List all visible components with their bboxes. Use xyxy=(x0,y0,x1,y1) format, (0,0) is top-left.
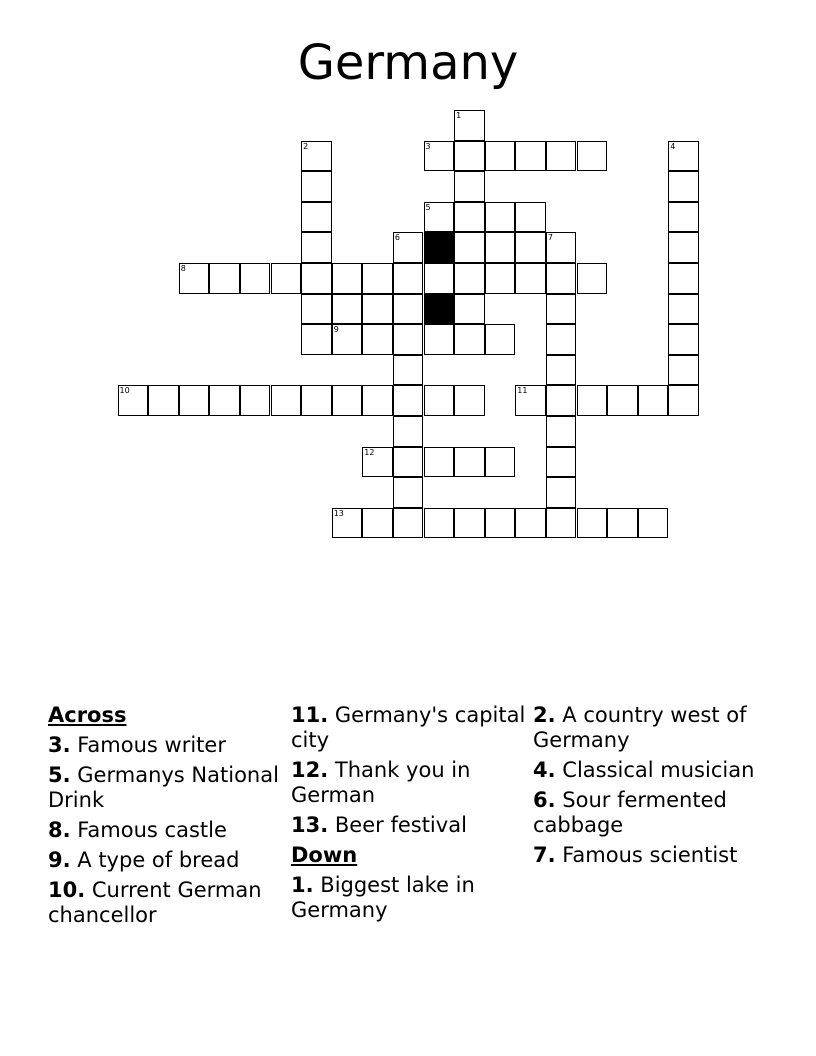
grid-cell[interactable] xyxy=(668,355,699,386)
grid-cell[interactable] xyxy=(577,141,608,172)
grid-cell[interactable] xyxy=(485,508,516,539)
grid-cell[interactable] xyxy=(148,385,179,416)
grid-cell[interactable] xyxy=(546,447,577,478)
clue-number: 9 xyxy=(333,325,339,335)
grid-cell[interactable] xyxy=(546,232,577,263)
grid-cell[interactable] xyxy=(362,508,393,539)
page-title: Germany xyxy=(297,35,519,91)
grid-cell[interactable] xyxy=(209,263,240,294)
clue-down-7: 7. Famous scientist xyxy=(533,843,738,867)
grid-cell[interactable] xyxy=(209,385,240,416)
grid-cell[interactable] xyxy=(668,385,699,416)
grid-cell[interactable] xyxy=(668,202,699,233)
grid-cell[interactable] xyxy=(546,324,577,355)
grid-cell[interactable] xyxy=(179,385,210,416)
grid-cell[interactable] xyxy=(424,385,455,416)
clue-number: 10 xyxy=(119,386,130,396)
grid-cell[interactable] xyxy=(424,263,455,294)
grid-cell[interactable] xyxy=(668,294,699,325)
clue-number: 2 xyxy=(303,141,309,151)
across-heading: Across xyxy=(48,703,127,727)
grid-cell[interactable] xyxy=(485,141,516,172)
grid-cell[interactable] xyxy=(393,508,424,539)
clue-across-9: 9. A type of bread xyxy=(48,848,240,872)
clue-number: 1 xyxy=(456,111,462,120)
grid-cell[interactable] xyxy=(668,141,699,172)
grid-cell[interactable] xyxy=(454,324,485,355)
grid-cell[interactable] xyxy=(515,508,546,539)
grid-cell[interactable] xyxy=(118,385,149,416)
grid-cell[interactable] xyxy=(454,232,485,263)
grid-cell[interactable] xyxy=(301,232,332,263)
grid-cell[interactable] xyxy=(424,447,455,478)
grid-cell[interactable] xyxy=(454,385,485,416)
grid-cell[interactable] xyxy=(362,324,393,355)
grid-cell[interactable] xyxy=(546,385,577,416)
grid-cell[interactable] xyxy=(393,294,424,325)
clue-number: 6 xyxy=(394,233,400,243)
grid-cell[interactable] xyxy=(577,385,608,416)
grid-cell[interactable] xyxy=(424,141,455,172)
grid-cell[interactable] xyxy=(393,385,424,416)
grid-cell[interactable] xyxy=(301,141,332,172)
clue-column-1 xyxy=(48,703,288,933)
clue-number: 7 xyxy=(547,233,553,243)
grid-cell[interactable] xyxy=(454,447,485,478)
clue-number: 4 xyxy=(670,141,676,151)
grid-cell[interactable] xyxy=(424,508,455,539)
clue-across-11: 11. Germany's capital city xyxy=(291,703,526,752)
grid-cell[interactable] xyxy=(454,294,485,325)
clue-down-1: 1. Biggest lake in Germany xyxy=(291,873,475,922)
clue-number: 12 xyxy=(364,447,375,457)
grid-cell[interactable] xyxy=(362,447,393,478)
grid-cell[interactable] xyxy=(393,263,424,294)
grid-cell[interactable] xyxy=(393,232,424,263)
clue-across-13: 13. Beer festival xyxy=(291,813,467,837)
grid-cell[interactable] xyxy=(332,263,363,294)
grid-cell[interactable] xyxy=(332,385,363,416)
grid-cell[interactable] xyxy=(485,202,516,233)
clue-across-8: 8. Famous castle xyxy=(48,818,227,842)
grid-cell[interactable] xyxy=(485,263,516,294)
grid-cell[interactable] xyxy=(393,324,424,355)
grid-cell[interactable] xyxy=(546,355,577,386)
grid-cell[interactable] xyxy=(301,294,332,325)
grid-cell[interactable] xyxy=(362,263,393,294)
grid-cell[interactable] xyxy=(454,171,485,202)
grid-cell[interactable] xyxy=(638,385,669,416)
grid-cell[interactable] xyxy=(301,263,332,294)
grid-cell[interactable] xyxy=(546,477,577,508)
grid-cell[interactable] xyxy=(577,263,608,294)
grid-cell[interactable] xyxy=(393,477,424,508)
grid-cell[interactable] xyxy=(607,508,638,539)
grid-cell[interactable] xyxy=(546,508,577,539)
grid-cell[interactable] xyxy=(515,385,546,416)
clue-number: 13 xyxy=(333,508,344,518)
clue-down-6: 6. Sour fermented cabbage xyxy=(533,788,727,837)
grid-cell[interactable] xyxy=(515,263,546,294)
grid-cell[interactable] xyxy=(362,385,393,416)
grid-cell[interactable] xyxy=(301,385,332,416)
black-cell xyxy=(424,232,455,263)
grid-cell[interactable] xyxy=(332,324,363,355)
grid-cell[interactable] xyxy=(485,232,516,263)
grid-cell[interactable] xyxy=(454,508,485,539)
clue-across-3: 3. Famous writer xyxy=(48,733,226,757)
grid-cell[interactable] xyxy=(485,324,516,355)
grid-cell[interactable] xyxy=(515,141,546,172)
grid-cell[interactable] xyxy=(546,416,577,447)
clue-number: 3 xyxy=(425,141,431,151)
grid-cell[interactable] xyxy=(393,447,424,478)
grid-cell[interactable] xyxy=(668,263,699,294)
clue-column-3 xyxy=(533,703,773,873)
grid-cell[interactable] xyxy=(577,508,608,539)
grid-cell[interactable] xyxy=(607,385,638,416)
grid-cell[interactable] xyxy=(546,263,577,294)
grid-cell[interactable] xyxy=(546,141,577,172)
grid-cell[interactable] xyxy=(332,294,363,325)
black-cell xyxy=(424,294,455,325)
grid-cell[interactable] xyxy=(301,202,332,233)
grid-cell[interactable] xyxy=(393,355,424,386)
grid-cell[interactable] xyxy=(362,294,393,325)
clue-column-2 xyxy=(291,703,531,928)
grid-cell[interactable] xyxy=(454,110,485,141)
grid-cell[interactable] xyxy=(515,232,546,263)
grid-cell[interactable] xyxy=(668,324,699,355)
grid-cell[interactable] xyxy=(424,324,455,355)
clue-number: 8 xyxy=(180,264,186,273)
clue-number: 5 xyxy=(425,202,431,212)
grid-cell[interactable] xyxy=(179,263,210,294)
clue-down-2: 2. A country west of Germany xyxy=(533,703,747,752)
down-heading: Down xyxy=(291,843,358,867)
grid-cell[interactable] xyxy=(301,324,332,355)
grid-cell[interactable] xyxy=(271,385,302,416)
grid-cell[interactable] xyxy=(454,202,485,233)
grid-cell[interactable] xyxy=(454,141,485,172)
grid-cell[interactable] xyxy=(638,508,669,539)
grid-cell[interactable] xyxy=(668,232,699,263)
grid-cell[interactable] xyxy=(546,294,577,325)
clue-across-12: 12. Thank you in German xyxy=(291,758,471,807)
grid-cell[interactable] xyxy=(301,171,332,202)
grid-cell[interactable] xyxy=(485,447,516,478)
clue-across-5: 5. Germanys National Drink xyxy=(48,763,279,812)
grid-cell[interactable] xyxy=(668,171,699,202)
grid-cell[interactable] xyxy=(454,263,485,294)
grid-cell[interactable] xyxy=(271,263,302,294)
grid-cell[interactable] xyxy=(393,416,424,447)
grid-cell[interactable] xyxy=(332,508,363,539)
grid-cell[interactable] xyxy=(515,202,546,233)
grid-cell[interactable] xyxy=(240,263,271,294)
clue-across-10: 10. Current German chancellor xyxy=(48,878,262,927)
clue-down-4: 4. Classical musician xyxy=(533,758,755,782)
grid-cell[interactable] xyxy=(424,202,455,233)
clue-number: 11 xyxy=(517,386,528,396)
grid-cell[interactable] xyxy=(240,385,271,416)
